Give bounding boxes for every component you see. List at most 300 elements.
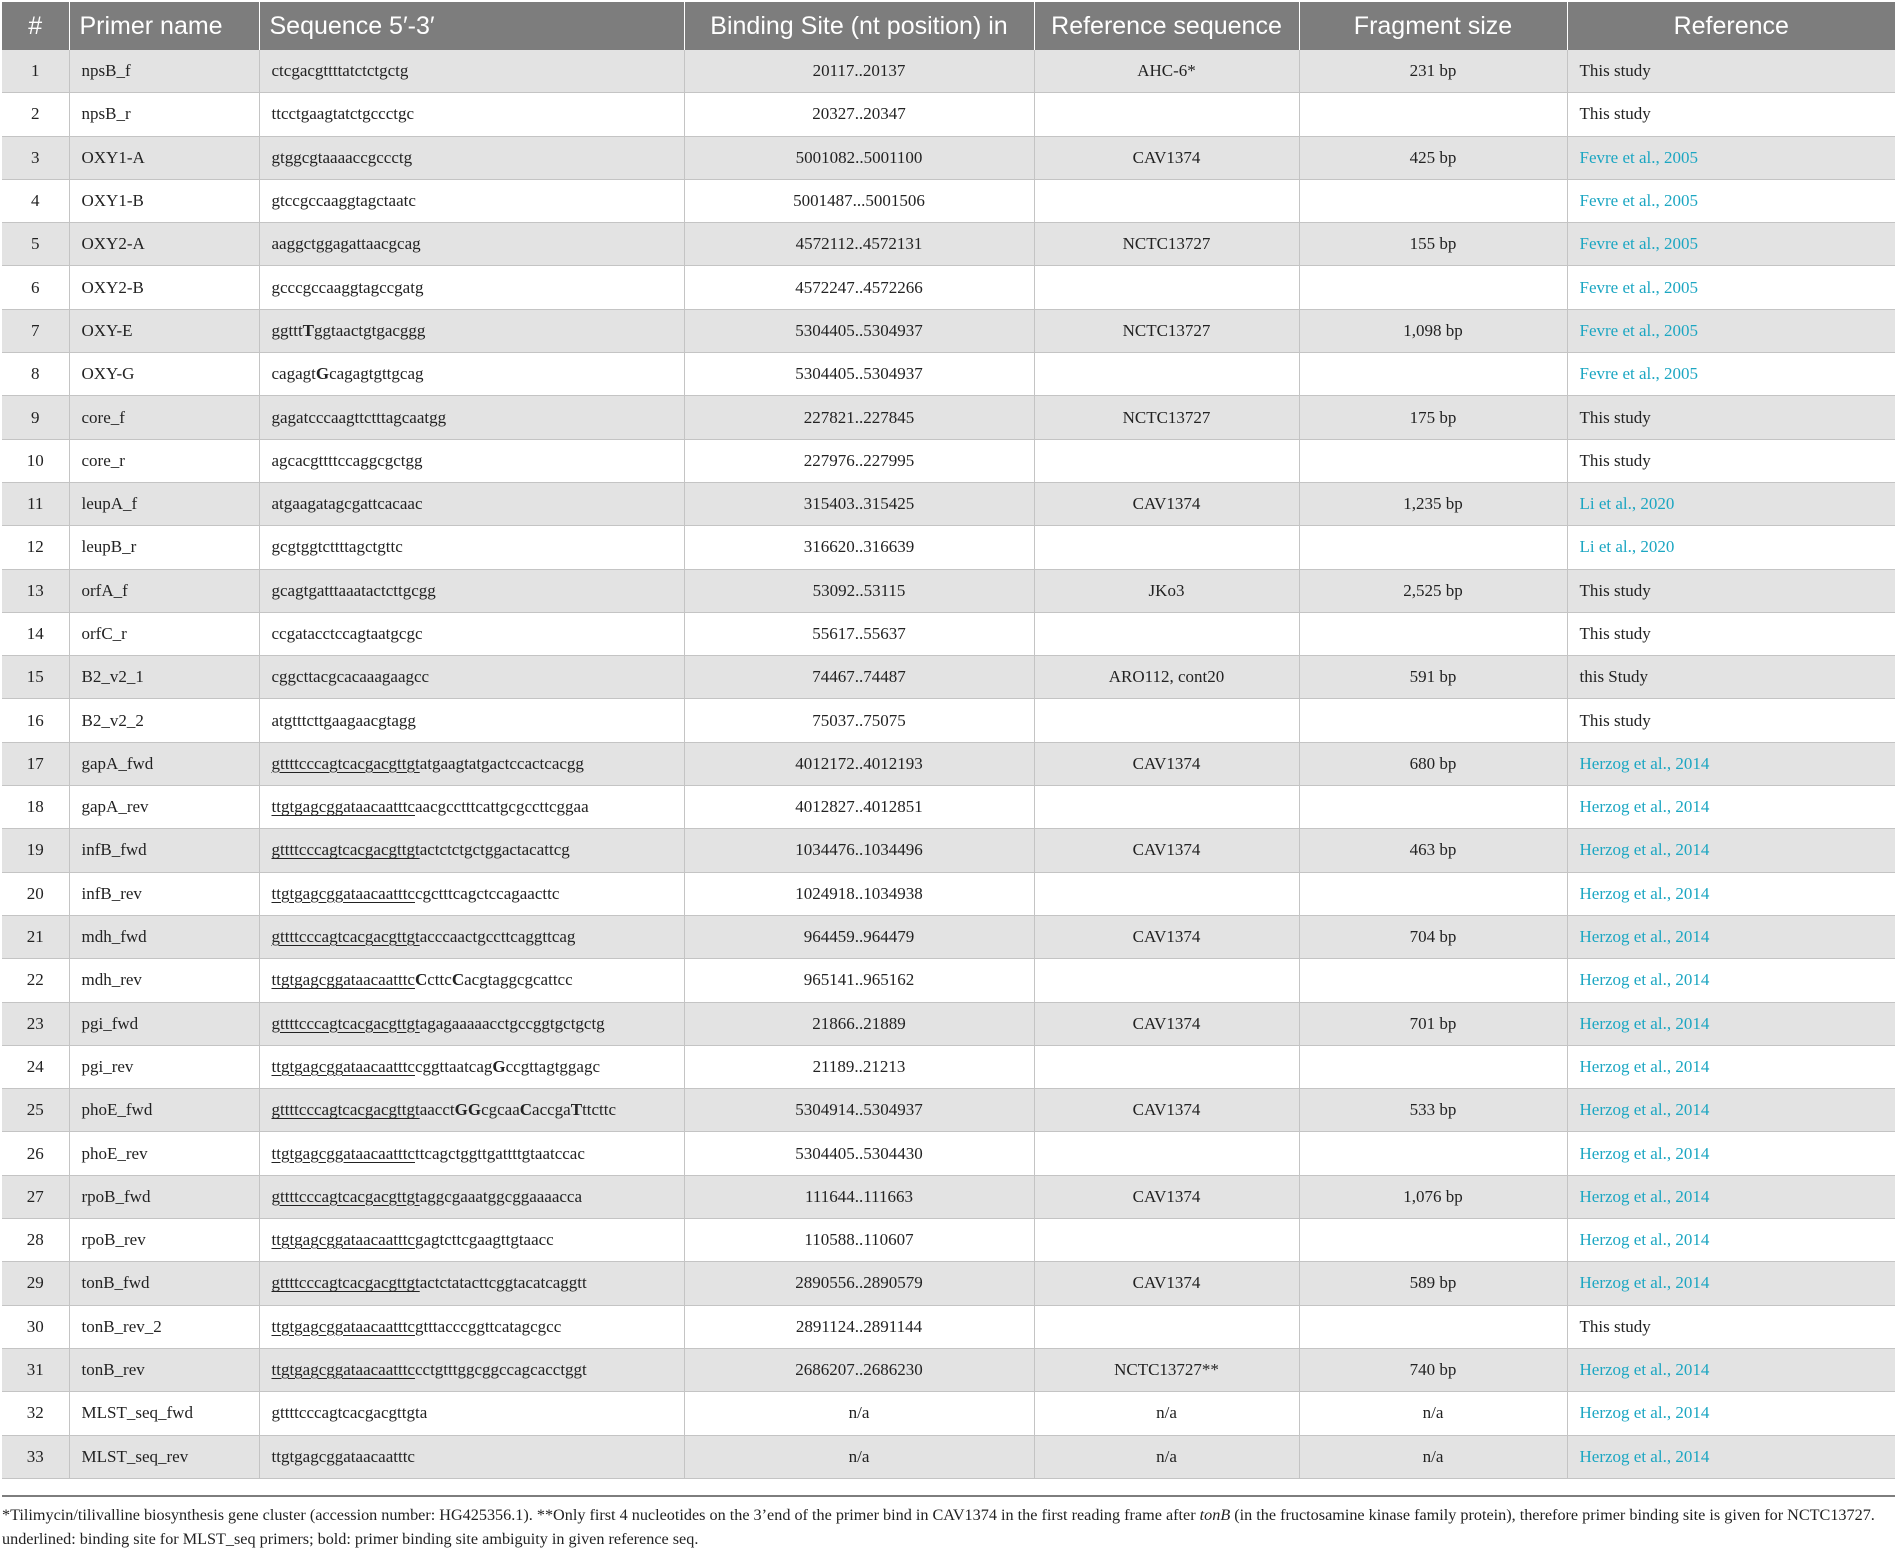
sequence-segment: cggttaatcag — [414, 1056, 493, 1076]
binding-site: 316620..316639 — [684, 526, 1034, 569]
sequence-segment: ggttt — [271, 320, 303, 340]
primer-name: OXY-G — [69, 353, 259, 396]
row-number: 28 — [2, 1219, 69, 1262]
table-row — [2, 1132, 1895, 1175]
sequence-underlined-segment: ttgtgagcggataacaatttc — [271, 1056, 415, 1076]
reference-cell — [1567, 1435, 1895, 1478]
primer-name: pgi_fwd — [69, 1002, 259, 1045]
row-number: 19 — [2, 829, 69, 872]
footnote-italic: tonB — [1199, 1506, 1231, 1524]
reference-cell — [1567, 1392, 1895, 1435]
footnote-text-2: (in the fructosamine kinase family protein), therefore primer binding site is given for NCTC13727. underlined: binding site for MLST_seq primers; bold: primer binding site ambiguity in given reference seq. — [2, 1506, 1875, 1548]
table-body — [2, 50, 1895, 1478]
primer-sequence — [259, 309, 684, 352]
primer-name: OXY-E — [69, 309, 259, 352]
table-row — [2, 1435, 1895, 1478]
col-header-reference: Reference — [1567, 2, 1895, 50]
binding-site: 4572247..4572266 — [684, 266, 1034, 309]
binding-site: 964459..964479 — [684, 915, 1034, 958]
sequence-segment: aacct — [419, 1100, 455, 1120]
reference-cell — [1567, 353, 1895, 396]
sequence-segment: gcgtggtcttttagctgttc — [271, 537, 403, 557]
sequence-segment: gtttacccggttcatagcgcc — [414, 1316, 562, 1336]
primer-table — [2, 2, 1895, 1479]
fragment-size — [1299, 1219, 1567, 1262]
primer-sequence — [259, 526, 684, 569]
reference-cell — [1567, 93, 1895, 136]
sequence-segment: ccgttagtggagc — [505, 1056, 601, 1076]
reference-cell — [1567, 959, 1895, 1002]
primer-name: orfA_f — [69, 569, 259, 612]
table-row — [2, 612, 1895, 655]
reference-link[interactable]: Li et al., 2020 — [1579, 537, 1675, 557]
row-number: 15 — [2, 656, 69, 699]
reference-link[interactable]: Fevre et al., 2005 — [1579, 364, 1698, 384]
reference-link[interactable]: Herzog et al., 2014 — [1579, 1186, 1710, 1206]
binding-site: 227821..227845 — [684, 396, 1034, 439]
sequence-ambiguity-base: C — [414, 970, 428, 990]
reference-cell — [1567, 50, 1895, 93]
sequence-segment: cctgtttggcggccagcacctggt — [414, 1360, 587, 1380]
row-number: 14 — [2, 612, 69, 655]
primer-sequence — [259, 872, 684, 915]
row-number: 8 — [2, 353, 69, 396]
row-number: 5 — [2, 223, 69, 266]
binding-site: 55617..55637 — [684, 612, 1034, 655]
primer-sequence — [259, 612, 684, 655]
fragment-size — [1299, 1132, 1567, 1175]
primer-sequence — [259, 786, 684, 829]
row-number: 26 — [2, 1132, 69, 1175]
reference-link[interactable]: Herzog et al., 2014 — [1579, 797, 1710, 817]
fragment-size: 680 bp — [1299, 742, 1567, 785]
sequence-segment: gagatcccaagttctttagcaatgg — [271, 407, 447, 427]
sequence-segment: ccgatacctccagtaatgcgc — [271, 624, 423, 643]
reference-link[interactable]: Herzog et al., 2014 — [1579, 1446, 1710, 1466]
primer-name: tonB_rev — [69, 1348, 259, 1391]
sequence-underlined-segment: gttttcccagtcacgacgttgt — [271, 927, 420, 947]
binding-site: 4012827..4012851 — [684, 786, 1034, 829]
primer-sequence — [259, 50, 684, 93]
sequence-segment: gcccgccaaggtagccgatg — [271, 277, 424, 297]
reference-cell — [1567, 872, 1895, 915]
sequence-segment: aggcgaaatggcggaaaacca — [419, 1186, 583, 1206]
primer-sequence — [259, 1392, 684, 1435]
sequence-underlined-segment: gttttcccagtcacgacgttgt — [271, 1273, 420, 1293]
table-row — [2, 1262, 1895, 1305]
sequence-segment: acccaactgccttcaggttcag — [419, 927, 576, 947]
reference-text: This study — [1579, 1316, 1651, 1336]
sequence-underlined-segment: gttttcccagtcacgacgttgt — [271, 753, 420, 773]
reference-text: This study — [1579, 624, 1651, 643]
sequence-segment: agagaaaaacctgccggtgctgctg — [419, 1013, 605, 1033]
sequence-segment: agcacgttttccaggcgctgg — [271, 450, 423, 470]
reference-text: This study — [1579, 104, 1651, 124]
reference-link[interactable]: Herzog et al., 2014 — [1579, 1143, 1710, 1163]
sequence-ambiguity-base: C — [451, 970, 465, 990]
fragment-size: 231 bp — [1299, 50, 1567, 93]
binding-site: 20327..20347 — [684, 93, 1034, 136]
fragment-size: 425 bp — [1299, 136, 1567, 179]
primer-name: gapA_rev — [69, 786, 259, 829]
reference-sequence — [1034, 179, 1299, 222]
reference-cell — [1567, 612, 1895, 655]
col-header-binding-site: Binding Site (nt position) in — [684, 2, 1034, 50]
reference-sequence — [1034, 959, 1299, 1002]
reference-text: This study — [1579, 580, 1651, 600]
primer-name: MLST_seq_rev — [69, 1435, 259, 1478]
binding-site: 2891124..2891144 — [684, 1305, 1034, 1348]
row-number: 21 — [2, 915, 69, 958]
primer-sequence — [259, 959, 684, 1002]
primer-name: B2_v2_1 — [69, 656, 259, 699]
reference-sequence — [1034, 1045, 1299, 1088]
footnote — [2, 1503, 1895, 1551]
primer-name: phoE_rev — [69, 1132, 259, 1175]
fragment-size: 591 bp — [1299, 656, 1567, 699]
fragment-size: 463 bp — [1299, 829, 1567, 872]
footnote-text-1: *Tilimycin/tilivalline biosynthesis gene cluster (accession number: HG425356.1). **Only first 4 nucleotides on the 3’end of the primer bind in CAV1374 in the first reading frame after — [2, 1506, 1200, 1524]
reference-sequence: AHC-6* — [1034, 50, 1299, 93]
binding-site: 20117..20137 — [684, 50, 1034, 93]
row-number: 17 — [2, 742, 69, 785]
fragment-size — [1299, 439, 1567, 482]
reference-cell — [1567, 1219, 1895, 1262]
reference-cell — [1567, 1002, 1895, 1045]
sequence-segment: gcagtgatttaaatactcttgcgg — [271, 580, 436, 600]
primer-name: npsB_r — [69, 93, 259, 136]
primer-name: MLST_seq_fwd — [69, 1392, 259, 1435]
reference-sequence — [1034, 526, 1299, 569]
reference-cell — [1567, 569, 1895, 612]
primer-sequence — [259, 1089, 684, 1132]
reference-sequence: ARO112, cont20 — [1034, 656, 1299, 699]
reference-link[interactable]: Herzog et al., 2014 — [1579, 927, 1710, 947]
sequence-segment: ttcttc — [582, 1100, 617, 1120]
sequence-segment: cgctttcagctccagaacttc — [414, 883, 560, 903]
sequence-underlined-segment: ttgtgagcggataacaatttc — [271, 1360, 415, 1380]
row-number: 25 — [2, 1089, 69, 1132]
table-row — [2, 829, 1895, 872]
binding-site: 2686207..2686230 — [684, 1348, 1034, 1391]
binding-site: 1024918..1034938 — [684, 872, 1034, 915]
primer-sequence — [259, 569, 684, 612]
primer-name: phoE_fwd — [69, 1089, 259, 1132]
primer-name: mdh_fwd — [69, 915, 259, 958]
binding-site: 5001487...5001506 — [684, 179, 1034, 222]
primer-name: infB_fwd — [69, 829, 259, 872]
fragment-size: 1,235 bp — [1299, 482, 1567, 525]
primer-sequence — [259, 396, 684, 439]
reference-cell — [1567, 439, 1895, 482]
col-header-primer-name: Primer name — [69, 2, 259, 50]
table-row — [2, 786, 1895, 829]
table-row — [2, 223, 1895, 266]
sequence-underlined-segment: gttttcccagtcacgacgttgt — [271, 840, 420, 860]
primer-name: npsB_f — [69, 50, 259, 93]
col-header-reference-sequence: Reference sequence — [1034, 2, 1299, 50]
binding-site: 21189..21213 — [684, 1045, 1034, 1088]
reference-cell — [1567, 266, 1895, 309]
table-row — [2, 742, 1895, 785]
reference-sequence: CAV1374 — [1034, 742, 1299, 785]
primer-name: tonB_fwd — [69, 1262, 259, 1305]
reference-link[interactable]: Fevre et al., 2005 — [1579, 277, 1698, 297]
reference-sequence — [1034, 1305, 1299, 1348]
primer-name: rpoB_rev — [69, 1219, 259, 1262]
binding-site: 4572112..4572131 — [684, 223, 1034, 266]
sequence-ambiguity-base: GG — [454, 1100, 482, 1120]
fragment-size — [1299, 353, 1567, 396]
table-row — [2, 1045, 1895, 1088]
sequence-ambiguity-base: T — [570, 1100, 583, 1120]
sequence-segment: aaggctggagattaacgcag — [271, 234, 421, 254]
primer-name: orfC_r — [69, 612, 259, 655]
binding-site: 5304405..5304430 — [684, 1132, 1034, 1175]
primer-sequence — [259, 136, 684, 179]
sequence-segment: gtccgccaaggtagctaatc — [271, 191, 416, 211]
reference-cell — [1567, 179, 1895, 222]
reference-sequence: JKo3 — [1034, 569, 1299, 612]
binding-site: 4012172..4012193 — [684, 742, 1034, 785]
table-row — [2, 353, 1895, 396]
fragment-size: 701 bp — [1299, 1002, 1567, 1045]
primer-sequence — [259, 915, 684, 958]
sequence-underlined-segment: ttgtgagcggataacaatttc — [271, 797, 415, 817]
reference-link[interactable]: Herzog et al., 2014 — [1579, 753, 1710, 773]
primer-sequence — [259, 656, 684, 699]
reference-sequence: NCTC13727** — [1034, 1348, 1299, 1391]
row-number: 31 — [2, 1348, 69, 1391]
reference-cell — [1567, 1262, 1895, 1305]
fragment-size — [1299, 1045, 1567, 1088]
table-row — [2, 136, 1895, 179]
primer-sequence — [259, 1002, 684, 1045]
sequence-segment: gagtcttcgaagttgtaacc — [414, 1230, 554, 1250]
reference-link[interactable]: Herzog et al., 2014 — [1579, 1056, 1710, 1076]
row-number: 24 — [2, 1045, 69, 1088]
fragment-size: 740 bp — [1299, 1348, 1567, 1391]
sequence-segment: cggcttacgcacaaagaagcc — [271, 667, 430, 687]
reference-text: This study — [1579, 710, 1651, 730]
footnote-divider — [2, 1495, 1895, 1497]
primer-sequence — [259, 439, 684, 482]
binding-site: 5304405..5304937 — [684, 353, 1034, 396]
primer-sequence — [259, 179, 684, 222]
reference-link[interactable]: Herzog et al., 2014 — [1579, 1230, 1710, 1250]
fragment-size: 1,098 bp — [1299, 309, 1567, 352]
row-number: 6 — [2, 266, 69, 309]
table-row — [2, 1305, 1895, 1348]
reference-link[interactable]: Herzog et al., 2014 — [1579, 883, 1710, 903]
header-row — [2, 2, 1895, 50]
primer-name: rpoB_fwd — [69, 1175, 259, 1218]
reference-link[interactable]: Herzog et al., 2014 — [1579, 1013, 1710, 1033]
sequence-segment: gtggcgtaaaaccgccctg — [271, 147, 413, 167]
row-number: 16 — [2, 699, 69, 742]
reference-sequence: CAV1374 — [1034, 1262, 1299, 1305]
table-row — [2, 1348, 1895, 1391]
sequence-segment: ttcagctggttgattttgtaatccac — [414, 1143, 585, 1163]
primer-sequence — [259, 1132, 684, 1175]
fragment-size — [1299, 699, 1567, 742]
row-number: 20 — [2, 872, 69, 915]
reference-cell — [1567, 1132, 1895, 1175]
primer-sequence — [259, 1175, 684, 1218]
primer-name: core_r — [69, 439, 259, 482]
reference-link[interactable]: Herzog et al., 2014 — [1579, 1403, 1710, 1423]
reference-link[interactable]: Fevre et al., 2005 — [1579, 320, 1698, 340]
table-row — [2, 439, 1895, 482]
row-number: 27 — [2, 1175, 69, 1218]
sequence-segment: cttc — [427, 970, 452, 990]
primer-name: OXY2-A — [69, 223, 259, 266]
primer-name: OXY1-B — [69, 179, 259, 222]
primer-sequence — [259, 353, 684, 396]
fragment-size: 175 bp — [1299, 396, 1567, 439]
reference-text: this Study — [1579, 667, 1648, 687]
reference-sequence: CAV1374 — [1034, 1175, 1299, 1218]
sequence-underlined-segment: ttgtgagcggataacaatttc — [271, 1316, 415, 1336]
binding-site: 21866..21889 — [684, 1002, 1034, 1045]
reference-sequence — [1034, 786, 1299, 829]
reference-cell — [1567, 396, 1895, 439]
table-row — [2, 50, 1895, 93]
primer-sequence — [259, 742, 684, 785]
reference-cell — [1567, 742, 1895, 785]
sequence-segment: atgaagtatgactccactcacgg — [419, 753, 584, 773]
sequence-segment: gttttcccagtcacgacgttgta — [271, 1403, 428, 1423]
table-row — [2, 1392, 1895, 1435]
binding-site: 965141..965162 — [684, 959, 1034, 1002]
reference-sequence: CAV1374 — [1034, 136, 1299, 179]
primer-sequence — [259, 1305, 684, 1348]
fragment-size — [1299, 786, 1567, 829]
table-row — [2, 309, 1895, 352]
table-row — [2, 569, 1895, 612]
table-row — [2, 699, 1895, 742]
reference-cell — [1567, 829, 1895, 872]
reference-cell — [1567, 786, 1895, 829]
reference-cell — [1567, 699, 1895, 742]
sequence-segment: atgtttcttgaagaacgtagg — [271, 710, 416, 730]
reference-text: This study — [1579, 407, 1651, 427]
binding-site: 74467..74487 — [684, 656, 1034, 699]
table-row — [2, 872, 1895, 915]
row-number: 12 — [2, 526, 69, 569]
reference-cell — [1567, 526, 1895, 569]
fragment-size — [1299, 1305, 1567, 1348]
fragment-size: 2,525 bp — [1299, 569, 1567, 612]
reference-sequence: n/a — [1034, 1392, 1299, 1435]
reference-link[interactable]: Herzog et al., 2014 — [1579, 1100, 1710, 1120]
sequence-underlined-segment: ttgtgagcggataacaatttc — [271, 883, 415, 903]
sequence-segment: ggtaactgtgacggg — [314, 320, 426, 340]
primer-sequence — [259, 223, 684, 266]
sequence-segment: actctctgctggactacattcg — [419, 840, 570, 860]
table-row — [2, 1219, 1895, 1262]
row-number: 1 — [2, 50, 69, 93]
reference-cell — [1567, 1089, 1895, 1132]
fragment-size — [1299, 612, 1567, 655]
reference-cell — [1567, 1305, 1895, 1348]
col-header-fragment-size: Fragment size — [1299, 2, 1567, 50]
primer-sequence — [259, 1045, 684, 1088]
reference-link[interactable]: Herzog et al., 2014 — [1579, 1360, 1710, 1380]
sequence-segment: accga — [532, 1100, 571, 1120]
reference-sequence: CAV1374 — [1034, 915, 1299, 958]
fragment-size — [1299, 526, 1567, 569]
reference-text: This study — [1579, 61, 1651, 81]
reference-link[interactable]: Herzog et al., 2014 — [1579, 1273, 1710, 1293]
row-number: 33 — [2, 1435, 69, 1478]
binding-site: 53092..53115 — [684, 569, 1034, 612]
row-number: 2 — [2, 93, 69, 136]
fragment-size: 704 bp — [1299, 915, 1567, 958]
reference-sequence — [1034, 1219, 1299, 1262]
primer-sequence — [259, 1348, 684, 1391]
reference-cell — [1567, 1175, 1895, 1218]
binding-site: n/a — [684, 1392, 1034, 1435]
reference-link[interactable]: Fevre et al., 2005 — [1579, 234, 1698, 254]
reference-cell — [1567, 1348, 1895, 1391]
binding-site: 5304405..5304937 — [684, 309, 1034, 352]
reference-sequence: NCTC13727 — [1034, 223, 1299, 266]
sequence-underlined-segment: ttgtgagcggataacaatttc — [271, 970, 415, 990]
sequence-segment: cagagt — [271, 364, 316, 384]
row-number: 9 — [2, 396, 69, 439]
fragment-size: n/a — [1299, 1435, 1567, 1478]
primer-sequence — [259, 482, 684, 525]
row-number: 18 — [2, 786, 69, 829]
primer-name: leupA_f — [69, 482, 259, 525]
sequence-underlined-segment: gttttcccagtcacgacgttgt — [271, 1100, 420, 1120]
sequence-underlined-segment: gttttcccagtcacgacgttgt — [271, 1013, 420, 1033]
reference-link[interactable]: Herzog et al., 2014 — [1579, 970, 1710, 990]
row-number: 7 — [2, 309, 69, 352]
reference-sequence — [1034, 266, 1299, 309]
binding-site: 1034476..1034496 — [684, 829, 1034, 872]
reference-sequence: CAV1374 — [1034, 1002, 1299, 1045]
sequence-underlined-segment: gttttcccagtcacgacgttgt — [271, 1186, 420, 1206]
fragment-size — [1299, 93, 1567, 136]
fragment-size: 589 bp — [1299, 1262, 1567, 1305]
reference-link[interactable]: Herzog et al., 2014 — [1579, 840, 1710, 860]
primer-name: OXY2-B — [69, 266, 259, 309]
fragment-size: 533 bp — [1299, 1089, 1567, 1132]
table-row — [2, 656, 1895, 699]
col-header-number: # — [2, 2, 69, 50]
reference-sequence: n/a — [1034, 1435, 1299, 1478]
reference-link[interactable]: Li et al., 2020 — [1579, 494, 1675, 514]
row-number: 13 — [2, 569, 69, 612]
binding-site: 110588..110607 — [684, 1219, 1034, 1262]
reference-cell — [1567, 656, 1895, 699]
table-row — [2, 396, 1895, 439]
sequence-segment: ttcctgaagtatctgccctgc — [271, 104, 415, 124]
fragment-size — [1299, 872, 1567, 915]
row-number: 10 — [2, 439, 69, 482]
sequence-ambiguity-base: G — [492, 1056, 506, 1076]
sequence-segment: cgcaa — [481, 1100, 520, 1120]
reference-sequence — [1034, 353, 1299, 396]
primer-sequence — [259, 829, 684, 872]
primer-sequence — [259, 93, 684, 136]
reference-sequence: NCTC13727 — [1034, 309, 1299, 352]
reference-link[interactable]: Fevre et al., 2005 — [1579, 191, 1698, 211]
sequence-ambiguity-base: G — [315, 364, 330, 384]
reference-link[interactable]: Fevre et al., 2005 — [1579, 147, 1698, 167]
